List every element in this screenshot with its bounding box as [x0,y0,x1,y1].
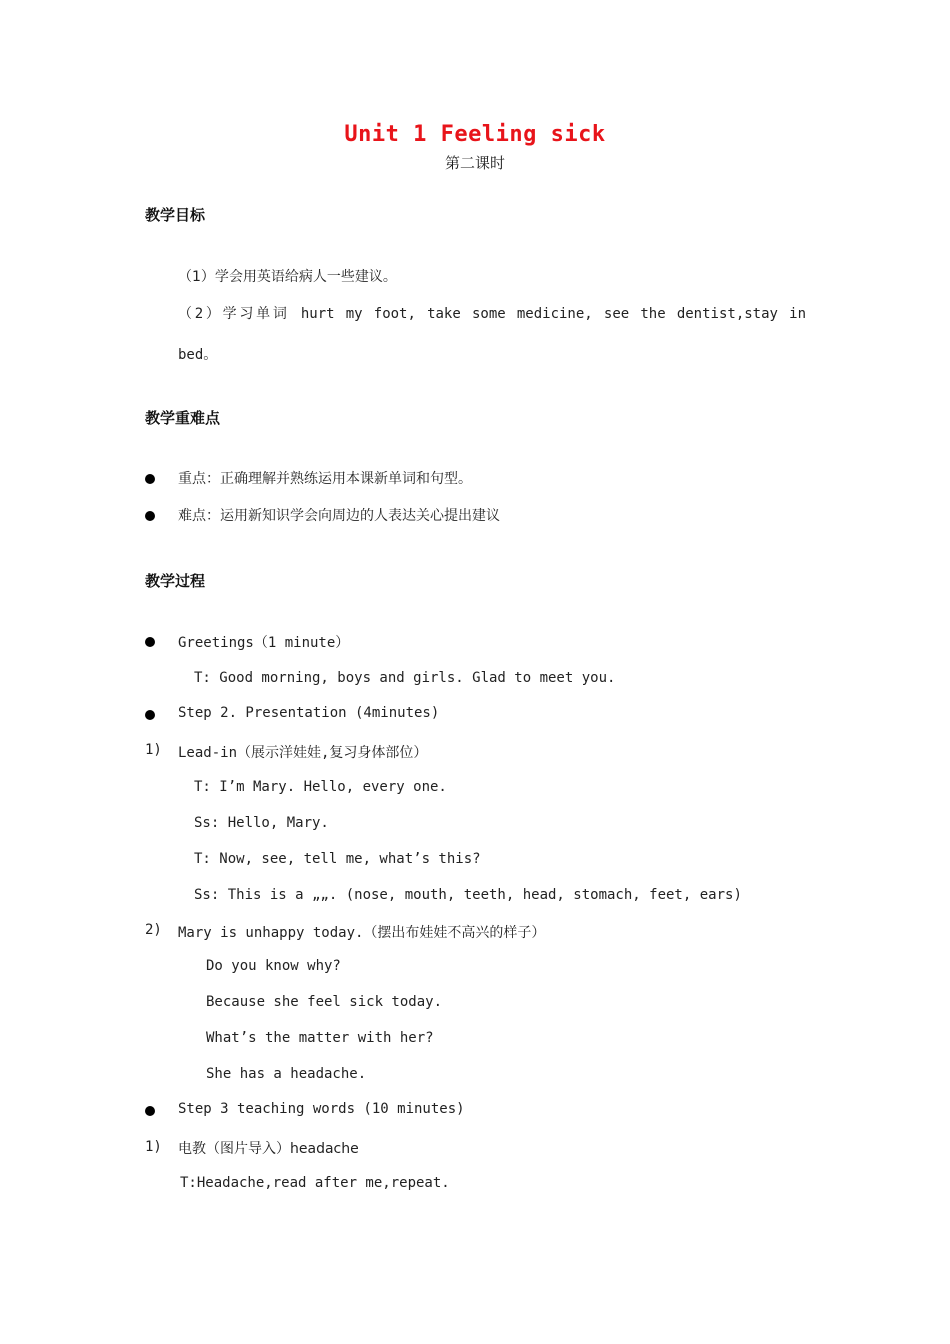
objective-item-1: （1）学会用英语给病人一些建议。 [178,269,397,285]
objective-item-2-continued: bed。 [178,347,218,363]
bullet-icon [145,1106,155,1116]
bullet-icon [145,474,155,484]
dialogue-line: Ss: This is a „„. (nose, mouth, teeth, head, stomach, feet, ears) [194,887,742,903]
words-item: 电教（图片导入）headache [178,1141,359,1157]
process-heading: 教学过程 [145,572,206,590]
step-greetings: Greetings（1 minute） [178,635,350,651]
document-subtitle: 第二课时 [444,154,505,172]
step-teaching-words: Step 3 teaching words (10 minutes) [178,1101,465,1117]
objective-item-2: （2）学习单词 hurt my foot, take some medicine, see the dentist,stay in [178,306,806,322]
objectives-heading: 教学目标 [145,206,206,224]
mary-item: Mary is unhappy today.（摆出布娃娃不高兴的样子） [178,925,546,941]
key-points-heading: 教学重难点 [145,409,221,427]
dialogue-line: Because she feel sick today. [206,994,443,1010]
key-point-1: 重点：正确理解并熟练运用本课新单词和句型。 [178,471,472,487]
list-number: 1) [145,1139,162,1155]
bullet-icon [145,710,155,720]
dialogue-line: Ss: Hello, Mary. [194,815,329,831]
list-number: 1) [145,742,162,758]
dialogue-line: T: I’m Mary. Hello, every one. [194,779,447,795]
list-number: 2) [145,922,162,938]
step-presentation: Step 2. Presentation (4minutes) [178,705,440,721]
lead-in-item: Lead-in（展示洋娃娃,复习身体部位） [178,745,428,761]
greetings-dialogue: T: Good morning, boys and girls. Glad to meet you. [194,670,616,686]
bullet-icon [145,637,155,647]
key-point-2: 难点：运用新知识学会向周边的人表达关心提出建议 [178,508,500,524]
dialogue-line: T:Headache,read after me,repeat. [180,1175,450,1191]
dialogue-line: T: Now, see, tell me, what’s this? [194,851,481,867]
dialogue-line: She has a headache. [206,1066,367,1082]
document-title: Unit 1 Feeling sick [344,122,606,147]
dialogue-line: Do you know why? [206,958,341,974]
bullet-icon [145,511,155,521]
dialogue-line: What’s the matter with her? [206,1030,434,1046]
